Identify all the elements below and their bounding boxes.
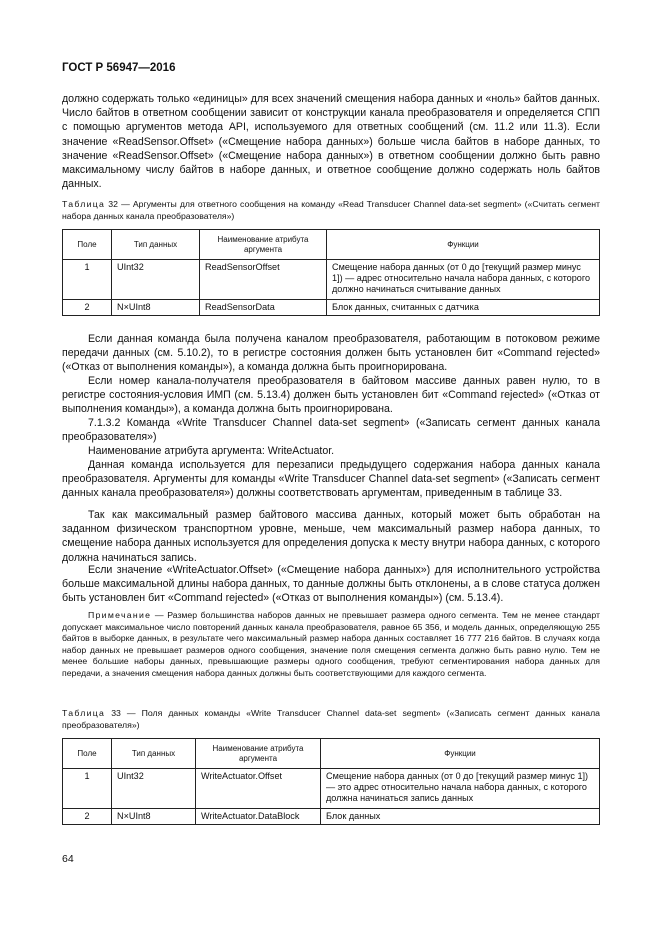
table-row xyxy=(63,809,600,825)
table-32-caption xyxy=(62,199,600,222)
table-cell: UInt32 xyxy=(112,769,196,809)
table-32-header-type: Тип данных xyxy=(112,230,200,260)
table-33-header-row xyxy=(63,739,600,769)
table-32-header-name: Наименование атрибута аргумента xyxy=(200,230,327,260)
table-33 xyxy=(62,738,600,825)
table-cell: WriteActuator.DataBlock xyxy=(196,809,321,825)
table-cell: Блок данных xyxy=(321,809,600,825)
table-cell: 1 xyxy=(63,769,112,809)
paragraph-7: Так как максимальный размер байтового массива данных, который может быть обработан на заданном физическом транспортном уровне, меньше, чем максимальный размер набора данных, то смещение набора данных используется для определения допуска к месту внутри набора данных, с которого должна начинаться запись. xyxy=(62,509,600,564)
table-cell: 2 xyxy=(63,809,112,825)
paragraph-6: Данная команда используется для перезаписи предыдущего содержания набора данных канала преобразователя. Аргументы для команды «Write Transducer Channel data-set segment» («Записать сегмент данных канала преобразователя») должны соответствовать аргументам, приведенным в таблице 33. xyxy=(62,459,600,500)
table-row xyxy=(63,300,600,316)
paragraph-1: должно содержать только «единицы» для всех значений смещения набора данных и «ноль» байтов данных. Число байтов в ответном сообщении зависит от конструкции канала преобразователя и определяется СПП с помощью аргументов метода API, используемого для ответных сообщений (см. 11.2 или 11.3). Если значение «ReadSensor.Offset» («Смещение набора данных») больше числа байтов в наборе данных, то значение «ReadSensor.Offset» («Смещение набора данных») в ответном сообщении должно быть равно максимальному числу байтов в наборе данных, и ответное сообщение должно содержать ноль байтов данных. xyxy=(62,93,600,191)
table-cell: N×UInt8 xyxy=(112,300,200,316)
table-33-caption xyxy=(62,708,600,731)
note xyxy=(62,610,600,680)
note-text: — Размер большинства наборов данных не превышает размера одного сегмента. Тем не менее стандарт допускает максимальное число повторений данных канала преобразователя, равное 65 356, и модель данных, определяющую 255 байтов в выборке данных, в результате чего максимальный размер набора данных составляет 16 777 216 байтов. В случаях когда набор данных не превышает размеров одного сообщения, значение поля смещения сегмента должно быть равно нулю. Тем не менее большие наборы данных, превышающие размеры одного сообщения, требуют сегментирования набора данных для передачи, а значения смещения набора данных должны быть соответствующими для каждого сегмента. xyxy=(62,610,600,678)
page-number: 64 xyxy=(62,853,74,865)
table-cell: 1 xyxy=(63,260,112,300)
paragraph-3: Если номер канала-получателя преобразователя в байтовом массиве данных равен нулю, то в регистре состояния-условия ИМП (см. 5.13.4) должен быть установлен бит «Command rejected» («Отказ от выполнения команды»), а команда должна быть проигнорирована. xyxy=(62,375,600,416)
table-row xyxy=(63,260,600,300)
table-33-label: Таблица xyxy=(62,708,106,718)
table-row xyxy=(63,769,600,809)
table-33-header-type: Тип данных xyxy=(112,739,196,769)
table-32-caption-text: 32 — Аргументы для ответного сообщения на команду «Read Transducer Channel data-set segment» («Считать сегмент набора данных канала преобразователя») xyxy=(62,199,600,221)
table-33-caption-text: 33 — Поля данных команды «Write Transducer Channel data-set segment» («Записать сегмент данных канала преобразователя») xyxy=(62,708,600,730)
paragraph-5: Наименование атрибута аргумента: WriteActuator. xyxy=(88,445,335,457)
table-cell: Блок данных, считанных с датчика xyxy=(327,300,600,316)
table-cell: N×UInt8 xyxy=(112,809,196,825)
paragraph-4: 7.1.3.2 Команда «Write Transducer Channel data-set segment» («Записать сегмент данных канала преобразователя») xyxy=(62,417,600,444)
table-cell: Смещение набора данных (от 0 до [текущий размер минус 1]) — это адрес относительно начала набора данных, с которого должна начинаться запись данных xyxy=(321,769,600,809)
paragraph-2: Если данная команда была получена каналом преобразователя, работающим в потоковом режиме передачи данных (см. 5.10.2), то в регистре состояния должен быть установлен бит «Command rejected» («Отказ от выполнения команды»), а команда должна быть проигнорирована. xyxy=(62,333,600,374)
paragraph-8: Если значение «WriteActuator.Offset» («Смещение набора данных») для исполнительного устройства больше максимальной длины набора данных, то данные должны быть отклонены, а в слове статуса должен быть установлен бит «Command rejected» («Отказ от выполнения команды») (см. 5.13.4). xyxy=(62,564,600,605)
table-32-header-row xyxy=(63,230,600,260)
note-label: Примечание xyxy=(88,610,152,620)
document-header: ГОСТ Р 56947—2016 xyxy=(62,62,176,74)
table-cell: WriteActuator.Offset xyxy=(196,769,321,809)
table-cell: ReadSensorOffset xyxy=(200,260,327,300)
table-33-header-name: Наименование атрибута аргумента xyxy=(196,739,321,769)
table-33-header-functions: Функции xyxy=(321,739,600,769)
table-32-label: Таблица xyxy=(62,199,106,209)
table-cell: ReadSensorData xyxy=(200,300,327,316)
table-32 xyxy=(62,229,600,316)
table-32-header-functions: Функции xyxy=(327,230,600,260)
table-33-header-field: Поле xyxy=(63,739,112,769)
table-32-header-field: Поле xyxy=(63,230,112,260)
table-cell: UInt32 xyxy=(112,260,200,300)
table-cell: 2 xyxy=(63,300,112,316)
table-cell: Смещение набора данных (от 0 до [текущий размер минус 1]) — адрес относительно начала набора данных, с которого должно начинаться считывание данных xyxy=(327,260,600,300)
